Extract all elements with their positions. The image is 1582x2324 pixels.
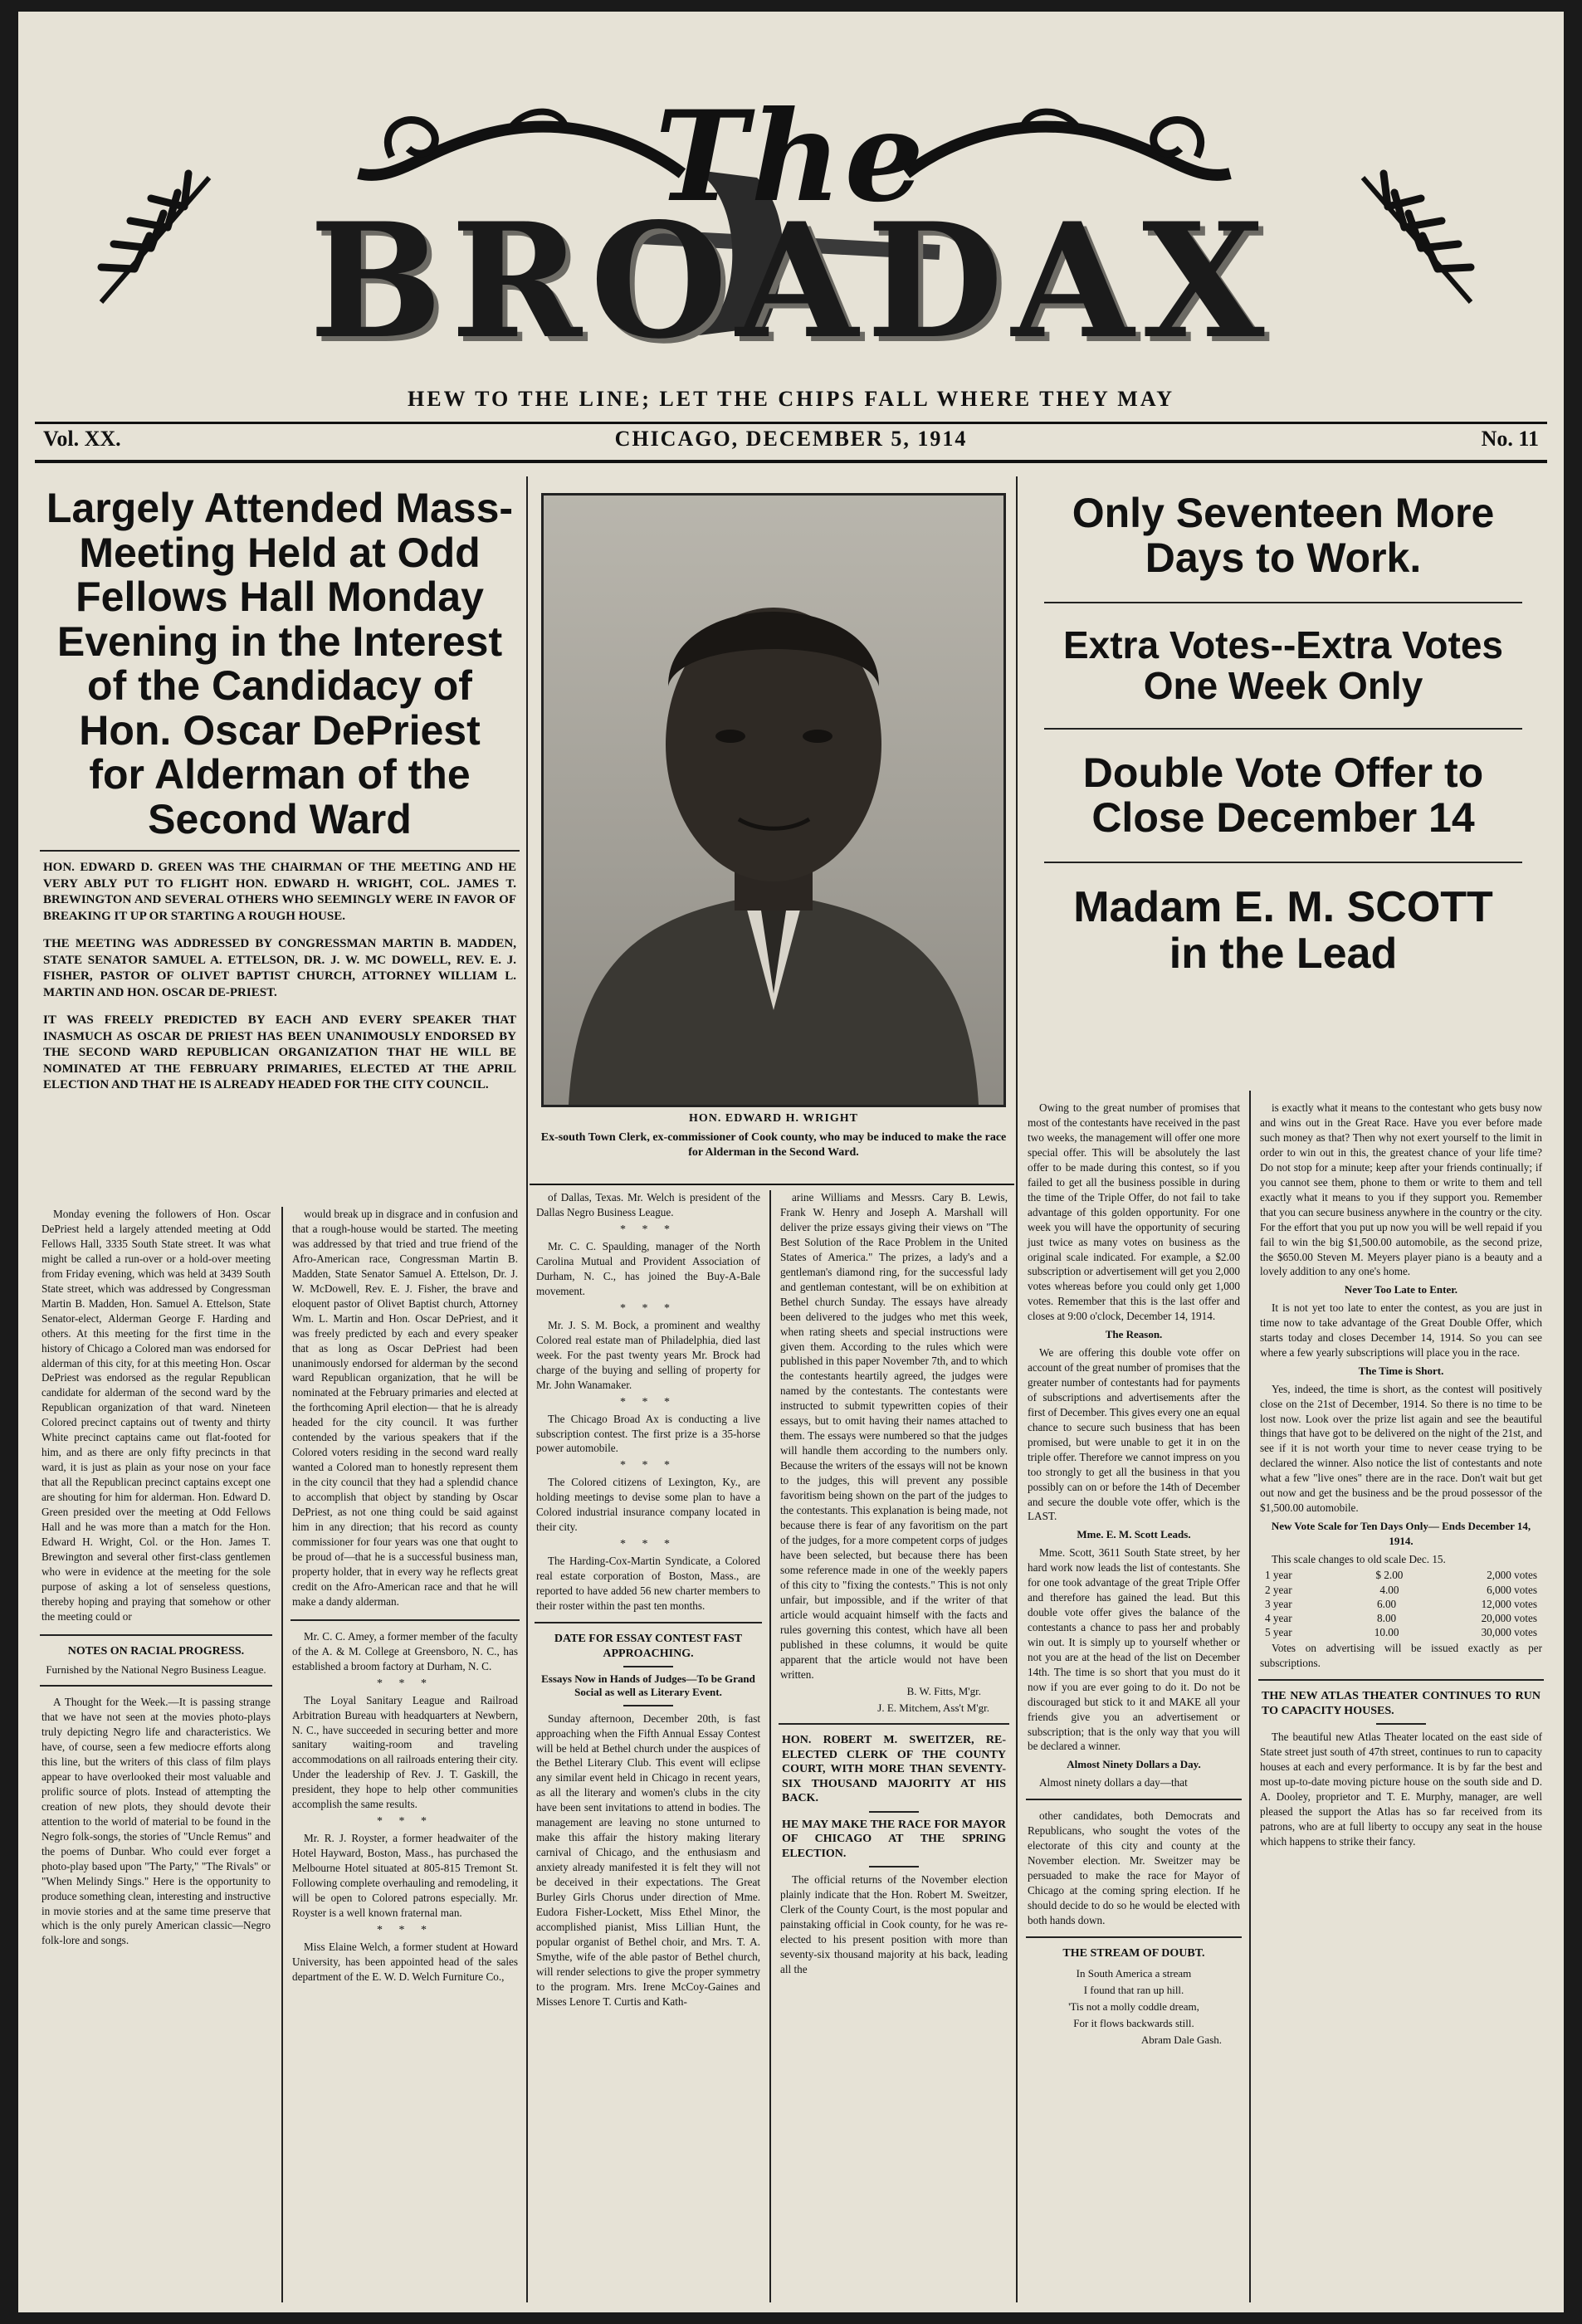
dateline: [43, 427, 1539, 456]
issue-date: CHICAGO, DECEMBER 5, 1914: [614, 427, 968, 451]
progress-body: A Thought for the Week.—It is passing strange that we have not seen at the movies photo-plays truly depicting Negro life and characteristics. We have, of course, seen a few mediocre efforts along this line, but the writers of this class of film plays appear to have overlooked their most valuable and prolific source of plots. Instead of attempting the creation of new plots, they should devote their attention to the world of material to be found in the Negro folk-songs, the stories of "Uncle Remus" and the poems of Dunbar. Who could ever forget a photo-play based upon "The Party," "The Rivals" or "When Melindy Sings." Here is the opportunity to produce something clean, interesting and instructive in movie stories and at the same time preserve that which is the only purely American classic—Negro folk-lore and songs.: [42, 1696, 271, 1947]
contest-head-2: One Week Only: [1143, 664, 1423, 708]
vote-scale-row: 4 year 8.00 20,000 votes: [1265, 1611, 1537, 1624]
contest-ninety-title: Almost Ninety Dollars a Day.: [1067, 1758, 1201, 1771]
lead-headline: [35, 486, 525, 842]
contest-head-3: Double Vote Offer to: [1082, 749, 1484, 797]
brief-item: The Chicago Broad Ax is conducting a live subscription contest. The first prize is a 35-horse power automobile.: [536, 1412, 760, 1455]
contest-head-1: Only Seventeen More: [1072, 490, 1495, 536]
contest-body-3: Mme. Scott, 3611 South State street, by her hard work now leads the list of contestants. She for one took advantage of the great Triple Offer and therefore has gained the lead. But this double vote offer gives the balance of the contestants a chance to pass her and probably win out. It is simply up to yourself whether or not you are at the head of the list on December 14th. The time is so short that you must do it now if you are ever going to do it. Do not be discouraged but stick to it and MAKE all your friends give you an advertisement or subscription; that is the only way that you will be declared a winner.: [1028, 1546, 1240, 1753]
brief-item: Mr. J. S. M. Bock, a prominent and wealthy Colored real estate man of Philadelphia, died last week. For the past twenty years Mr. Brock had charge of the buying and selling of property for Mr. John Wanamaker.: [536, 1318, 760, 1391]
vote-scale-table: [1265, 1568, 1537, 1639]
vote-scale-row: 1 year $ 2.00 2,000 votes: [1265, 1569, 1537, 1582]
doubt-line: In South America a stream: [1076, 1967, 1192, 1980]
doubt-signature: Abram Dale Gash.: [1140, 2034, 1222, 2047]
contest-head-4: Madam E. M. SCOTT: [1073, 883, 1493, 932]
essay-signature-2: J. E. Mitchem, Ass't M'gr.: [877, 1702, 989, 1715]
issue-number: No. 11: [1481, 427, 1539, 451]
contest-body-4: Almost ninety dollars a day—that: [1039, 1776, 1188, 1789]
brief-item: Miss Elaine Welch, a former student at Howard University, has been appointed head of the sales department of the E. W. D. Welch Furniture Co.,: [292, 1941, 518, 1983]
briefs-column: of Dallas, Texas. Mr. Welch is president of the Dallas Negro Business League. * * * Mr. C. C. Spaulding, manager of the North Carolina Mutual and Provident Association of Durham, N. C., has joined the Buy-A-Bale movement. * * * Mr. J. S. M. Bock, a prominent and wealthy Colored real estate man of Philadelphia, died last week. For the past twenty years Mr. Brock had charge of the buying and selling of property for Mr. John Wanamaker. * * * The Chicago Broad Ax is conducting a live subscription contest. The first prize is a 35-horse power automobile. * * * The Colored citizens of Lexington, Ky., are holding meetings to devise some plan to have a Colored industrial insurance company located in their city. * * * The Harding-Cox-Martin Syndicate, a Colored real estate corporation of Boston, Mass., are reported to have added 56 new charter members to their roster within the past ten months. DATE FOR ESSAY CONTEST FAST APPROACHING. Essays Now in Hands of Judges—To be Grand Social as well as Literary Event. Sunday afternoon, December 20th, is fast approaching when the Fifth Annual Essay Contest will be held at Bethel church under the auspices of the Bethel Literary Club. This event will eclipse any similar event held in Chicago in recent years, as all the literary and women's clubs in the city have been sent invitations to attend in bodies. The management are leaving no stone unturned to make this affair the history making literary carnival of Chicago, and the enthusiasm and anxiety already manifested it is felt they will not be deceived in their expectations. The Great Burley Girls Chorus under direction of Mme. Eudora Fisher-Lockett, Miss Ethel Minor, the accomplished pianist, Miss Lillian Hunt, the popular organist of Bethel choir, and Mrs. T. A. Smythe, wife of the able pastor of Bethel church, will render selections to give the proper symmetry to the program. Mrs. Irene McCoy-Gaines and Misses Lenore T. Curtis and Kath-: [536, 1191, 760, 2008]
headline-line: Hon. Oscar DePriest: [79, 706, 481, 754]
headline-line: Second Ward: [148, 795, 412, 842]
brief-item: Mr. C. C. Amey, a former member of the faculty of the A. & M. College at Greensboro, N. C., has established a broom factory at Durham, N. C.: [292, 1629, 518, 1672]
essay-body-2: arine Williams and Messrs. Cary B. Lewis, Frank W. Henry and Joseph A. Marshall will deliver the prize essays giving their views on "The Best Solution of the Race Problem in the United States of America." The prizes, a lady's and a gentleman's diamond ring, for the successful lady and gentleman contestant, will be on exhibition at Bethel church Sunday. The essays have already been delivered to the judges who met this week, when rating sheets and special instructions were given them. According to the rules which were published in this paper November 7th, and to which the contestants heartily agreed, the judges were named by the contestants. The contestants were instructed to submit typewritten copies of their essays, but to omit having their names attached to them. The essays were numbered so that the judges will handle them according to the numbers only. Because the writers of the essays will not be known to the judges, this will prevent any possible favoritism being shown on the part of the judges to the contestants. This explanation is being made, not because there is fear of any favoritism on the part of the judges, for a more competent corps of judges have been selected, but because there has been some reference made in one of the weekly papers of this city to "fixing the contests." This is not only unfair, but impossible, and if the writer of that article would acquaint himself with the facts and rules governing this contest, which have all been published in these columns, it would be quite apparent that the article would not have been written.: [780, 1191, 1008, 1681]
masthead-motto: HEW TO THE LINE; LET THE CHIPS FALL WHERE THEY MAY: [408, 387, 1174, 411]
vote-scale-row: 2 year 4.00 6,000 votes: [1265, 1583, 1537, 1596]
sweitzer-head-2: HE MAY MAKE THE RACE FOR MAYOR OF CHICAGO AT THE SPRING ELECTION.: [782, 1818, 1006, 1860]
vote-scale-row: 3 year 6.00 12,000 votes: [1265, 1597, 1537, 1610]
headline-line: Largely Attended Mass-: [46, 485, 514, 531]
brief-item: Mr. C. C. Spaulding, manager of the North Carolina Mutual and Provident Association of Durham, N. C., has joined the Buy-A-Bale movement.: [536, 1239, 760, 1297]
rule-portrait: [530, 1184, 1014, 1185]
brief-item: The Harding-Cox-Martin Syndicate, a Colored real estate corporation of Boston, Mass., are reported to have added 56 new charter members to their roster within the past ten months.: [536, 1555, 760, 1613]
column-rule-2: [1016, 476, 1018, 2302]
sweitzer-head-1: HON. ROBERT M. SWEITZER, RE-ELECTED CLERK OF THE COUNTY COURT, WITH MORE THAN SEVENTY-SIX THOUSAND MAJORITY AT HIS BACK.: [782, 1734, 1006, 1805]
contest-head-2: Extra Votes--Extra Votes: [1062, 623, 1504, 666]
brief-item: The Colored citizens of Lexington, Ky., are holding meetings to devise some plan to have a Colored industrial insurance company located in their city.: [536, 1476, 760, 1534]
portrait-photo: [541, 493, 1006, 1107]
newspaper-page: [18, 12, 1564, 2312]
vote-scale-footnote: Votes on advertising will be issued exactly as per subscriptions.: [1260, 1642, 1542, 1670]
sweitzer-body-2: other candidates, both Democrats and Republicans, who sought the votes of the electorate of this city and county at the November election. Mr. Sweitzer may be persuaded to make the race for Mayor of Chicago at the coming spring election. If he should decide to do so he would be elected with both hands down.: [1028, 1809, 1240, 1926]
lead-story: [35, 476, 525, 1094]
sweitzer-body-1: The official returns of the November election plainly indicate that the Hon. Robert M. Sweitzer, Clerk of the County Court, is the most popular and painstaking official in Cook county, for he was re-elected to his present position with more than seventy-six thousand majority at his back, leading all the: [780, 1873, 1008, 1976]
headline-line: Fellows Hall Monday: [76, 574, 484, 620]
lead-story-col-a: [35, 1207, 277, 1948]
essay-title: DATE FOR ESSAY CONTEST FAST APPROACHING.: [554, 1633, 743, 1660]
essay-column: [774, 1190, 1014, 1977]
atlas-title: THE NEW ATLAS THEATER CONTINUES TO RUN TO CAPACITY HOUSES.: [1262, 1690, 1540, 1717]
vote-scale-row: 5 year 10.00 30,000 votes: [1265, 1626, 1537, 1639]
headline-line: of the Candidacy of: [87, 662, 472, 709]
progress-byline: Furnished by the National Negro Business League.: [46, 1663, 266, 1677]
column-rule-1a: [281, 1207, 283, 2302]
contest-body-2: We are offering this double vote offer on account of the great number of promises that the greater number of contestants had for payments of subscriptions and advertisements after the first of December. This gives every one an equal chance to secure such business that has been promised, but were unable to get it in on the triple offer. Therefore we cannot impress on you too strongly to get all the business in that you possibly can on or before the 14th of December and secure the double vote offer, which is the LAST.: [1028, 1345, 1240, 1523]
contest-col-a: [1021, 1101, 1247, 2050]
lead-deck-2: THE MEETING WAS ADDRESSED BY CONGRESSMAN MARTIN B. MADDEN, STATE SENATOR SAMUEL A. ETTELSON, DR. J. W. MC DOWELL, REV. E. J. FISHER, PASTOR OF OLIVET BAPTIST CHURCH, ATTORNEY WILLIAM L. MARTIN AND HON. OSCAR DE-PRIEST.: [43, 937, 516, 999]
essay-signature-1: B. W. Fitts, M'gr.: [906, 1685, 981, 1698]
doubt-line: 'Tis not a molly coddle dream,: [1068, 2000, 1199, 2014]
doubt-line: I found that ran up hill.: [1083, 1984, 1184, 1997]
contest-reason-title: The Reason.: [1105, 1328, 1163, 1341]
brief-item: The Loyal Sanitary League and Railroad Arbitration Bureau with headquarters at Newbern, N. C., have succeeded in securing better and more sanitary waiting-room and traveling accommodations on all railroads entering their city. Under the leadership of Rev. J. T. Gaskill, the president, they hope to help other communities accomplish the same results.: [292, 1693, 518, 1811]
contest-head-4: in the Lead: [1169, 930, 1398, 979]
headline-line: for Alderman of the: [89, 751, 471, 798]
lead-deck-3: IT WAS FREELY PREDICTED BY EACH AND EVERY SPEAKER THAT INASMUCH AS OSCAR DE PRIEST HAS BEEN UNANIMOUSLY ENDORSED BY THE SECOND WARD REPUBLICAN ORGANIZATION THAT HE WILL BE NOMINATED AT THE FEBRUARY PRIMARIES, ELECTED AT THE APRIL ELECTION AND THAT HE IS ALREADY HEADED FOR THE CITY COUNCIL.: [43, 1013, 516, 1091]
contest-head-1: Days to Work.: [1145, 534, 1422, 581]
progress-title: NOTES ON RACIAL PROGRESS.: [67, 1644, 245, 1658]
portrait-caption: Ex-south Town Clerk, ex-commissioner of Cook county, who may be induced to make the race for Alderman in the Second Ward.: [540, 1131, 1007, 1160]
vote-scale-note: This scale changes to old scale Dec. 15.: [1272, 1552, 1446, 1565]
lead-deck-1: HON. EDWARD D. GREEN WAS THE CHAIRMAN OF THE MEETING AND HE VERY ABLY PUT TO FLIGHT HON. EDWARD H. WRIGHT, COL. JAMES T. BREWINGTON AND SEVERAL OTHERS WHO SEEMINGLY WERE IN FAVOR OF BREAKING IT UP OR STARTING A ROUGH HOUSE.: [43, 861, 516, 923]
portrait-name: HON. EDWARD H. WRIGHT: [689, 1112, 858, 1125]
volume-number: Vol. XX.: [43, 427, 121, 451]
contest-scott-title: Mme. E. M. Scott Leads.: [1077, 1528, 1191, 1541]
brief-item: Mr. R. J. Royster, a former headwaiter of the Hotel Hayward, Boston, Mass., has purchased the Melbourne Hotel situated at 805-815 Tremont St. Following complete overhauling and remodeling, it will be open to Colored patrons especially. Mr. Royster is a well known fraternal man.: [292, 1832, 518, 1920]
vote-scale-title: New Vote Scale for Ten Days Only— Ends December 14, 1914.: [1271, 1520, 1531, 1547]
atlas-body: The beautiful new Atlas Theater located on the east side of State street just south of 47th street, continues to run to capacity houses at each and every performance. It is by far the best and most up-to-date moving picture house on the south side and D. A. Dooley, proprietor and T. E. Murphy, manager, are well pleased the support the Atlas has so far received from its patrons, who are at full liberty to occupy any seat in the house which happens to strike their fancy.: [1260, 1731, 1542, 1848]
contest-body-6: It is not yet too late to enter the contest, as you are just in time now to take advantage of the Great Double Offer, which starts today and closes December 14, 1914. So you can see where a few yearly subscriptions will place you in the race.: [1260, 1301, 1542, 1359]
lead-body-a: Monday evening the followers of Hon. Oscar DePriest held a largely attended meeting at Odd Fellows Hall, 3335 South State street. It was what might be called a run-over or a hold-over meeting from Friday evening, which was held at 3439 South State street, which was addressed by Congressman Martin B. Madden, Hon. Samuel A. Ettelson, State Senator-elect, Alderman George F. Harding and others. At this meeting for the first time in the history of Chicago a Colored man was endorsed for alderman of this city, for at this meeting Hon. Oscar DePriest was endorsed as the regular Republican candidate for alderman of the second ward by the Republican organization of that ward. Nineteen Colored precinct captains out of twenty and thirty White precinct captains came out flat-footed for him, and as there are only fifty precincts in that ward, it is just as plain as your nose on your face that all the Republican precinct captains except one are shouting for him for alderman. Hon. Edward D. Green presided over the meeting at Odd Fellows Hall and he was more than a match for the Hon. Edward H. Wright, Col. or the Hon. James T. Brewington and several other first-class gentlemen who were in evidence at the meeting for the sole purpose of asking a lot of senseless questions, thereby hoping and praying that somehow or other the meeting could or: [42, 1208, 271, 1623]
column-rule-1: [526, 476, 528, 2302]
essay-body-1: Sunday afternoon, December 20th, is fast approaching when the Fifth Annual Essay Contest will be held at Bethel church under the auspices of the Bethel Literary Club. This event will eclipse any similar event held in Chicago in recent years, as all the literary and women's clubs in the city have been sent invitations to attend in bodies. The management are leaving no stone unturned to make this affair the history making literary carnival of Chicago, and the enthusiasm and anxiety already manifested it is felt they will not be deceived in their expectations. The Great Burley Girls Chorus under direction of Mme. Eudora Fisher-Lockett, Miss Ethel Minor, the accomplished pianist, Miss Lillian Hunt, the popular organist of Bethel choir, and Mrs. T. A. Smythe, wife of the able pastor of Bethel church, will render selections to give the proper symmetry to the program. Mrs. Irene McCoy-Gaines and Misses Lenore T. Curtis and Kath-: [536, 1711, 760, 2008]
contest-body-7: Yes, indeed, the time is short, as the contest will positively close on the 21st of December, 1914. So there is no time to be lost now. Look over the prize list again and see the beautiful things that have got to be delivered on the night of the 21st, and see if it is not worth your time to never cease trying to be declared the winner. Also notice the list of contestants and note what a few "live ones" there are in the race. Don't wait but get out now and get the business and be the proud possessor of the $1,500.00 automobile.: [1260, 1382, 1542, 1515]
column-rule-2a: [769, 1190, 771, 2302]
column-rule-3a: [1249, 1091, 1251, 2302]
lead-body-b: would break up in disgrace and in confusion and that a rough-house would be started. The meeting was addressed by that tried and true friend of the Afro-American race, Congressman Martin B. Madden, State Senator Samuel A. Ettelson, Dr. J. W. McDowell, Rev. E. J. Fisher, the brave and eloquent pastor of Olivet Baptist church, Attorney Wm. L. Martin and Hon. Oscar DePriest, and it was freely predicted by each and every speaker that as long as Oscar DePriest had been unanimously endorsed for alderman by the second ward Republican organization, that he will be nominated at the February primaries and elected at the forthcoming April election— that he is already headed for the city council. It was further contended by the various speakers that if the Colored voters residing in the second ward really wanted a Colored man to honestly represent them in the city council that they had a splendid chance to accomplish that object by standing by Oscar DePriest, as not one thing could be said against him in any direction; that his record as county commissioner for four years was one that ought to be proud of—that he is a successful business man, property holder, that in every way he reflects great credit on the Afro-American race and that he will make a dandy alderman.: [292, 1208, 518, 1608]
contest-body-5: is exactly what it means to the contestant who gets busy now and wins out in the Great Race. Have you ever before made such money as that? Then why not exert yourself to the limit in order to win out in this, the greatest chance of your life time? Do not stop for a minute; keep after your friends continually; if you cannot see them, phone to them or write to them and tell exactly what it means to you if they support you. Remember that you can secure business anywhere in the country or the city. For the effort that you put up now you will be well repaid if you fail to win the big $1,500.00 automobile, as the second prize, the $650.00 Steven M. Meyers player piano is a beauty and a lovely addition to any one's home.: [1260, 1101, 1542, 1278]
masthead-the: The: [654, 84, 928, 230]
contest-col-b: [1253, 1101, 1549, 1849]
contest-head-3: Close December 14: [1091, 793, 1475, 841]
contest-body-1: Owing to the great number of promises that most of the contestants have received in the past two weeks, the management will offer one more special offer. This will be absolutely the last offer to be made during this contest, so if you failed to get all the business possible in during the time of the Triple Offer, do not fail to take advantage of this golden opportunity. For one week you will have the opportunity of securing just twice as many votes on business as the original scale indicated. For example, a $2.00 subscription or advertisement will get you 2,000 votes whereas before you could only get 1,000 votes. Remember that this is the last offer and closes at 9:00 o'clock, December 14, 1914.: [1028, 1101, 1240, 1323]
contest-headlines: [1019, 491, 1547, 978]
rule-top: [35, 422, 1547, 424]
headline-line: Meeting Held at Odd: [79, 529, 481, 576]
essay-deck: Essays Now in Hands of Judges—To be Grand Social as well as Literary Event.: [541, 1672, 755, 1699]
portrait-figure: [544, 496, 1003, 1105]
headline-line: Evening in the Interest: [56, 618, 503, 665]
doubt-title: THE STREAM OF DOUBT.: [1062, 1946, 1205, 1960]
doubt-line: For it flows backwards still.: [1073, 2017, 1194, 2030]
lead-story-col-b: would break up in disgrace and in confusion and that a rough-house would be started. The meeting was addressed by that tried and true friend of the Afro-American race, Congressman Martin B. Madden, State Senator Samuel A. Ettelson, Dr. J. W. McDowell, Rev. E. J. Fisher, the brave and eloquent pastor of Olivet Baptist church, Attorney Wm. L. Martin and Hon. Oscar DePriest, and it was freely predicted by each and every speaker that as long as Oscar DePriest had been unanimously endorsed for alderman by the second ward Republican organization, that he will be nominated at the February primaries and elected at the forthcoming April election— that he is already headed for the city council. It was further contended by the various speakers that if the Colored voters residing in the second ward really wanted a Colored man to honestly represent them in the city council that they had a splendid chance to accomplish that object by standing by Oscar DePriest, as not one thing could be said against him in any direction; that his record as county commissioner for four years was one that ought to be proud of—that he is a successful business man, property holder, that in every way he reflects great credit on the Afro-American race and that he will make a dandy alderman. Mr. C. C. Amey, a former member of the faculty of the A. & M. College at Greensboro, N. C., has established a broom factory at Durham, N. C. * * * The Loyal Sanitary League and Railroad Arbitration Bureau with headquarters at Newbern, N. C., have succeeded in securing better and more sanitary waiting-room and traveling accommodations on all railroads entering their city. Under the leadership of Rev. J. T. Gaskill, the president, they hope to help other communities accomplish the same results. * * * Mr. R. J. Royster, a former headwaiter of the Hotel Hayward, Boston, Mass., has purchased the Melbourne Hotel situated at 805-815 Tremont St. Following complete overhauling and remodeling, it will be open to Colored patrons especially. Mr. Royster is a well known fraternal man. * * * Miss Elaine Welch, a former student at Howard University, has been appointed head of the sales department of the E. W. D. Welch Furniture Co.,: [292, 1208, 518, 1983]
contest-short-title: The Time is Short.: [1358, 1364, 1444, 1377]
masthead: [18, 12, 1564, 411]
masthead-title: BROADAX: [309, 188, 1273, 374]
contest-late-title: Never Too Late to Enter.: [1344, 1283, 1458, 1296]
brief-item: of Dallas, Texas. Mr. Welch is president of the Dallas Negro Business League.: [536, 1191, 760, 1218]
rule-dateline: [35, 460, 1547, 463]
